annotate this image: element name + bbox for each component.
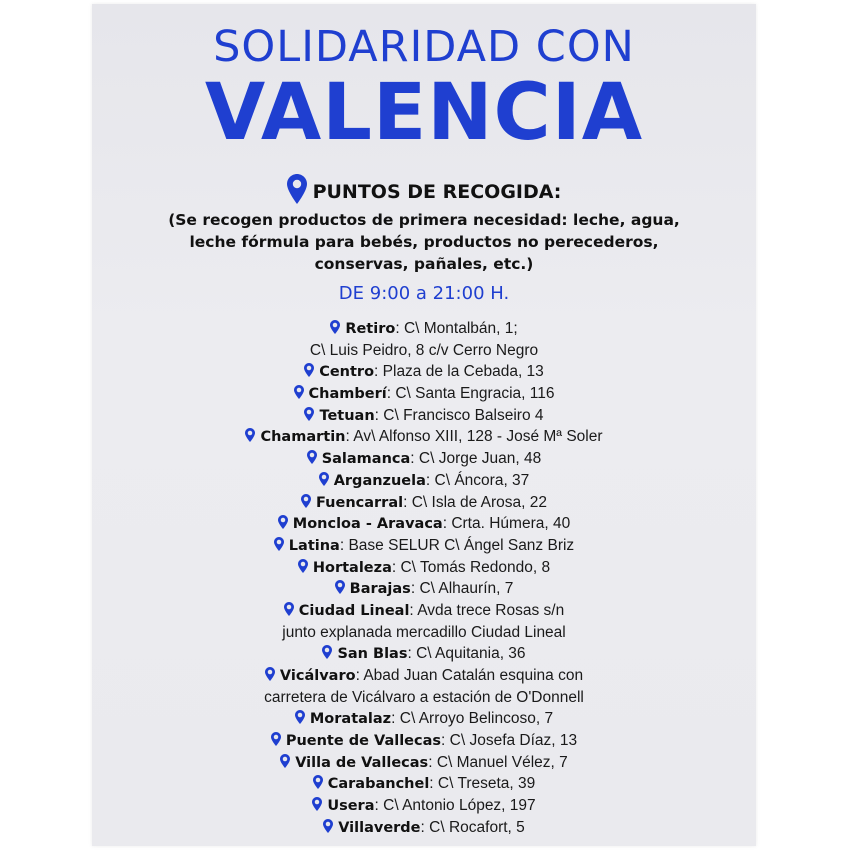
separator: : (374, 797, 384, 815)
separator: : (391, 558, 401, 576)
separator: : (403, 493, 412, 511)
separator: : (428, 753, 437, 771)
map-pin-icon (323, 819, 333, 833)
map-pin-icon (319, 472, 329, 486)
district-name: Retiro (345, 321, 396, 337)
district-address: C\ Aquitania, 36 (416, 645, 526, 663)
map-pin-icon (307, 450, 317, 464)
district-address: Abad Juan Catalán esquina con (363, 667, 584, 684)
district-name: Barajas (349, 581, 411, 598)
map-pin-icon (280, 754, 290, 768)
collection-point (92, 318, 756, 340)
district-name: Chamartin (260, 429, 346, 446)
separator: : (339, 536, 349, 554)
map-pin-icon (312, 797, 322, 811)
district-address: C\ Rocafort, 5 (429, 818, 525, 836)
district-name: San Blas (337, 646, 408, 663)
district-name: Moratalaz (309, 711, 392, 728)
collection-point (92, 557, 756, 579)
collection-point (92, 643, 756, 665)
district-address: C\ Montalbán, 1; (403, 320, 518, 337)
district-address-continuation: C\ Luis Peidro, 8 c/v Cerro Negro (309, 341, 539, 359)
separator: : (425, 471, 435, 489)
collection-point (92, 752, 756, 774)
district-address: C\ Isla de Arosa, 22 (411, 493, 547, 511)
collection-note: (Se recogen productos de primera necesidad: leche, agua, leche fórmula para bebés, productos no perecederos, conservas, pañales, etc.) (168, 211, 680, 273)
collection-heading (92, 174, 756, 209)
collection-point (92, 600, 756, 622)
map-pin-icon (271, 732, 281, 746)
separator: : (395, 320, 404, 337)
collection-point (92, 535, 756, 557)
collection-point (92, 448, 756, 470)
district-name: Vicálvaro (279, 668, 356, 684)
map-pin-icon (304, 363, 314, 377)
collection-point (92, 578, 756, 600)
district-address: C\ Tomás Redondo, 8 (400, 558, 551, 576)
district-name: Hortaleza (312, 559, 392, 576)
district-address: C\ Arroyo Belincoso, 7 (399, 710, 554, 728)
collection-point (92, 492, 756, 514)
district-address: Crta. Húmera, 40 (451, 515, 571, 533)
title-line-2: VALENCIA (204, 68, 644, 158)
poster (92, 4, 756, 846)
address-continuation (92, 340, 756, 362)
map-pin-icon (265, 667, 275, 681)
district-address: C\ Antonio López, 197 (383, 797, 536, 815)
map-pin-icon (335, 580, 345, 594)
district-address-continuation: junto explanada mercadillo Ciudad Lineal (282, 623, 566, 641)
district-name: Chamberí (308, 386, 387, 403)
map-pin-icon (304, 407, 314, 421)
collection-point (92, 665, 756, 687)
map-pin-icon (301, 494, 311, 508)
collection-point (92, 795, 756, 817)
district-address: C\ Francisco Balseiro 4 (383, 406, 544, 424)
district-address-continuation: carretera de Vicálvaro a estación de O'Donnell (264, 688, 584, 706)
separator: : (374, 406, 384, 424)
collection-point (92, 470, 756, 492)
collection-point (92, 730, 756, 752)
district-name: Salamanca (321, 451, 411, 468)
district-name: Tetuan (319, 407, 375, 424)
map-pin-icon (278, 515, 288, 529)
district-name: Arganzuela (333, 472, 426, 489)
collection-hours: DE 9:00 a 21:00 H. (338, 283, 510, 304)
district-name: Moncloa - Aravaca (292, 516, 443, 533)
separator: : (442, 515, 452, 533)
district-address: C\ Treseta, 39 (437, 775, 536, 793)
district-address: C\ Josefa Díaz, 13 (449, 732, 578, 750)
collection-point (92, 361, 756, 383)
district-address: C\ Áncora, 37 (434, 471, 530, 489)
map-pin-icon (284, 602, 294, 616)
separator: : (374, 363, 383, 381)
map-pin-icon (274, 537, 284, 551)
district-address: C\ Jorge Juan, 48 (418, 450, 542, 468)
map-pin-icon (313, 775, 323, 789)
district-address: C\ Manuel Vélez, 7 (436, 753, 568, 771)
district-name: Villa de Vallecas (295, 754, 429, 771)
collection-point (92, 708, 756, 730)
map-pin-icon (322, 645, 332, 659)
collection-point (92, 426, 756, 448)
separator: : (410, 580, 420, 598)
map-pin-icon (294, 385, 304, 399)
district-name: Puente de Vallecas (285, 733, 442, 750)
district-address: C\ Alhaurín, 7 (419, 580, 514, 598)
district-name: Ciudad Lineal (298, 602, 410, 619)
collection-points-list (92, 318, 756, 839)
district-name: Fuencarral (315, 494, 404, 511)
title-line-1: SOLIDARIDAD CON (213, 22, 635, 72)
separator: : (355, 667, 364, 684)
district-name: Centro (319, 364, 375, 381)
collection-point (92, 405, 756, 427)
separator: : (386, 385, 396, 403)
separator: : (407, 645, 417, 663)
separator: : (429, 775, 438, 793)
separator: : (410, 450, 419, 468)
district-address: Avda trece Rosas s/n (417, 601, 565, 619)
map-pin-icon (330, 320, 340, 334)
district-name: Villaverde (338, 819, 421, 836)
separator: : (391, 710, 400, 728)
separator: : (345, 428, 354, 446)
district-address: C\ Santa Engracia, 116 (395, 385, 555, 403)
district-name: Carabanchel (327, 776, 430, 793)
collection-point (92, 513, 756, 535)
district-address: Av\ Alfonso XIII, 128 - José Mª Soler (353, 428, 603, 446)
address-continuation (92, 687, 756, 709)
collection-point (92, 773, 756, 795)
district-name: Latina (288, 537, 340, 554)
separator: : (409, 601, 418, 619)
collection-point (92, 817, 756, 839)
district-address: Plaza de la Cebada, 13 (382, 363, 544, 381)
separator: : (420, 818, 430, 836)
map-pin-icon (245, 428, 255, 442)
district-name: Usera (327, 798, 375, 815)
collection-heading-text: PUNTOS DE RECOGIDA: (312, 181, 562, 203)
collection-point (92, 383, 756, 405)
district-address: Base SELUR C\ Ángel Sanz Briz (348, 536, 575, 554)
map-pin-icon (298, 559, 308, 573)
separator: : (441, 732, 450, 750)
address-continuation (92, 622, 756, 644)
map-pin-icon (287, 174, 307, 209)
map-pin-icon (295, 710, 305, 724)
